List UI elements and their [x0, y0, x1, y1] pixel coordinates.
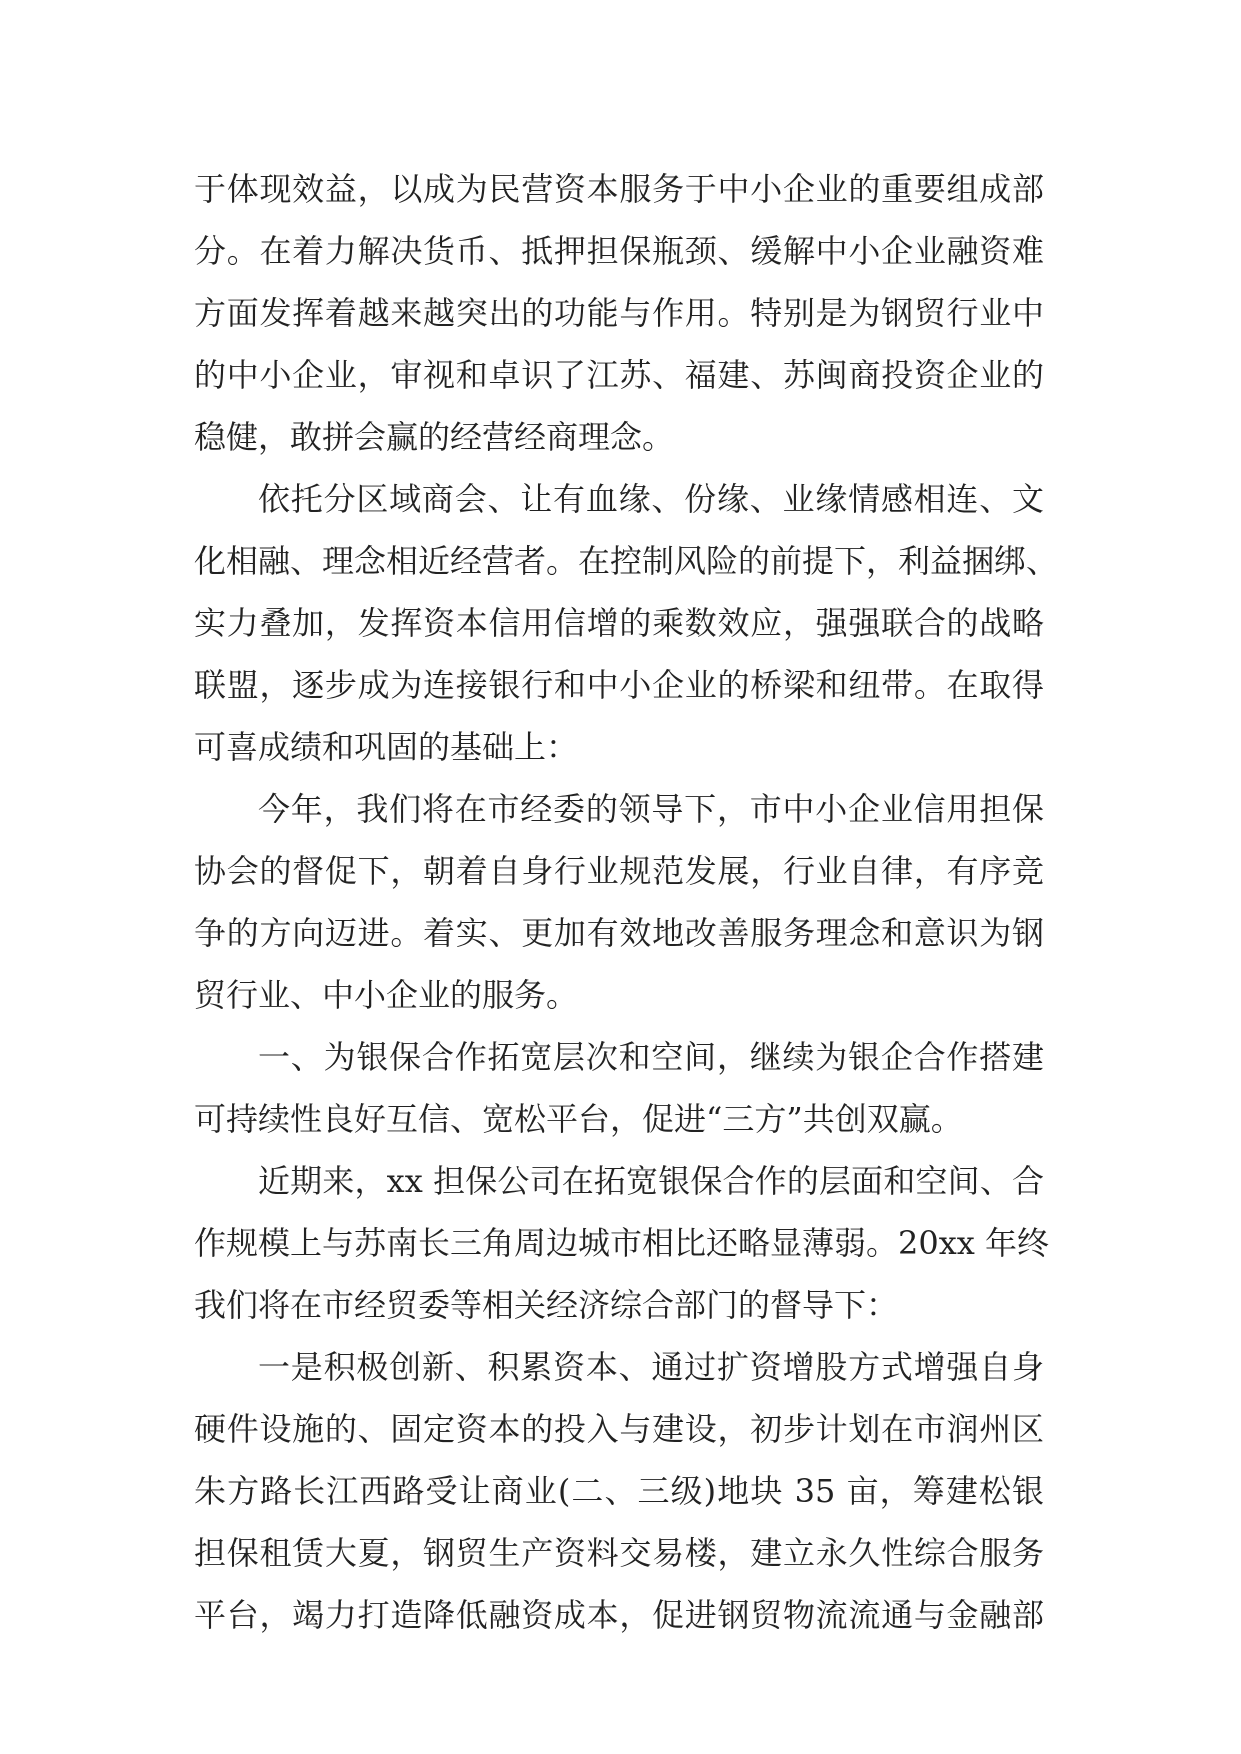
paragraph-first-line: 近期来，xx 担保公司在拓宽银保合作的层面和空间、合 — [258, 1162, 1044, 1200]
text-line: 作规模上与苏南长三角周边城市相比还略显薄弱。20xx 年终 — [194, 1224, 1049, 1262]
text-line: 可喜成绩和巩固的基础上： — [194, 728, 579, 766]
text-line: 贸行业、中小企业的服务。 — [194, 976, 579, 1014]
text-line: 我们将在市经贸委等相关经济综合部门的督导下： — [194, 1286, 899, 1324]
text-line: 担保租赁大夏，钢贸生产资料交易楼，建立永久性综合服务 — [194, 1534, 1044, 1572]
text-line: 协会的督促下，朝着自身行业规范发展，行业自律，有序竞 — [194, 852, 1044, 890]
text-line: 争的方向迈进。着实、更加有效地改善服务理念和意识为钢 — [194, 914, 1044, 952]
paragraph-first-line: 一、为银保合作拓宽层次和空间，继续为银企合作搭建 — [258, 1038, 1044, 1076]
paragraph-first-line: 今年，我们将在市经委的领导下，市中小企业信用担保 — [258, 790, 1044, 828]
text-line: 硬件设施的、固定资本的投入与建设，初步计划在市润州区 — [194, 1410, 1044, 1448]
text-line: 分。在着力解决货币、抵押担保瓶颈、缓解中小企业融资难 — [194, 232, 1044, 270]
text-line: 化相融、理念相近经营者。在控制风险的前提下，利益捆绑、 — [194, 542, 1059, 580]
text-line: 的中小企业，审视和卓识了江苏、福建、苏闽商投资企业的 — [194, 356, 1044, 394]
paragraph-first-line: 一是积极创新、积累资本、通过扩资增股方式增强自身 — [258, 1348, 1044, 1386]
document-body — [194, 158, 1059, 1646]
text-line: 实力叠加，发挥资本信用信增的乘数效应，强强联合的战略 — [194, 604, 1044, 642]
text-line: 可持续性良好互信、宽松平台，促进“三方”共创双赢。 — [194, 1100, 963, 1138]
text-line: 于体现效益，以成为民营资本服务于中小企业的重要组成部 — [194, 170, 1044, 208]
text-line: 方面发挥着越来越突出的功能与作用。特别是为钢贸行业中 — [194, 294, 1044, 332]
text-line: 联盟，逐步成为连接银行和中小企业的桥梁和纽带。在取得 — [194, 666, 1044, 704]
paragraph-first-line: 依托分区域商会、让有血缘、份缘、业缘情感相连、文 — [258, 480, 1044, 518]
text-line: 稳健，敢拼会赢的经营经商理念。 — [194, 418, 675, 456]
text-line: 平台，竭力打造降低融资成本，促进钢贸物流流通与金融部 — [194, 1596, 1044, 1634]
text-line: 朱方路长江西路受让商业(二、三级)地块 35 亩，筹建松银 — [194, 1472, 1044, 1510]
